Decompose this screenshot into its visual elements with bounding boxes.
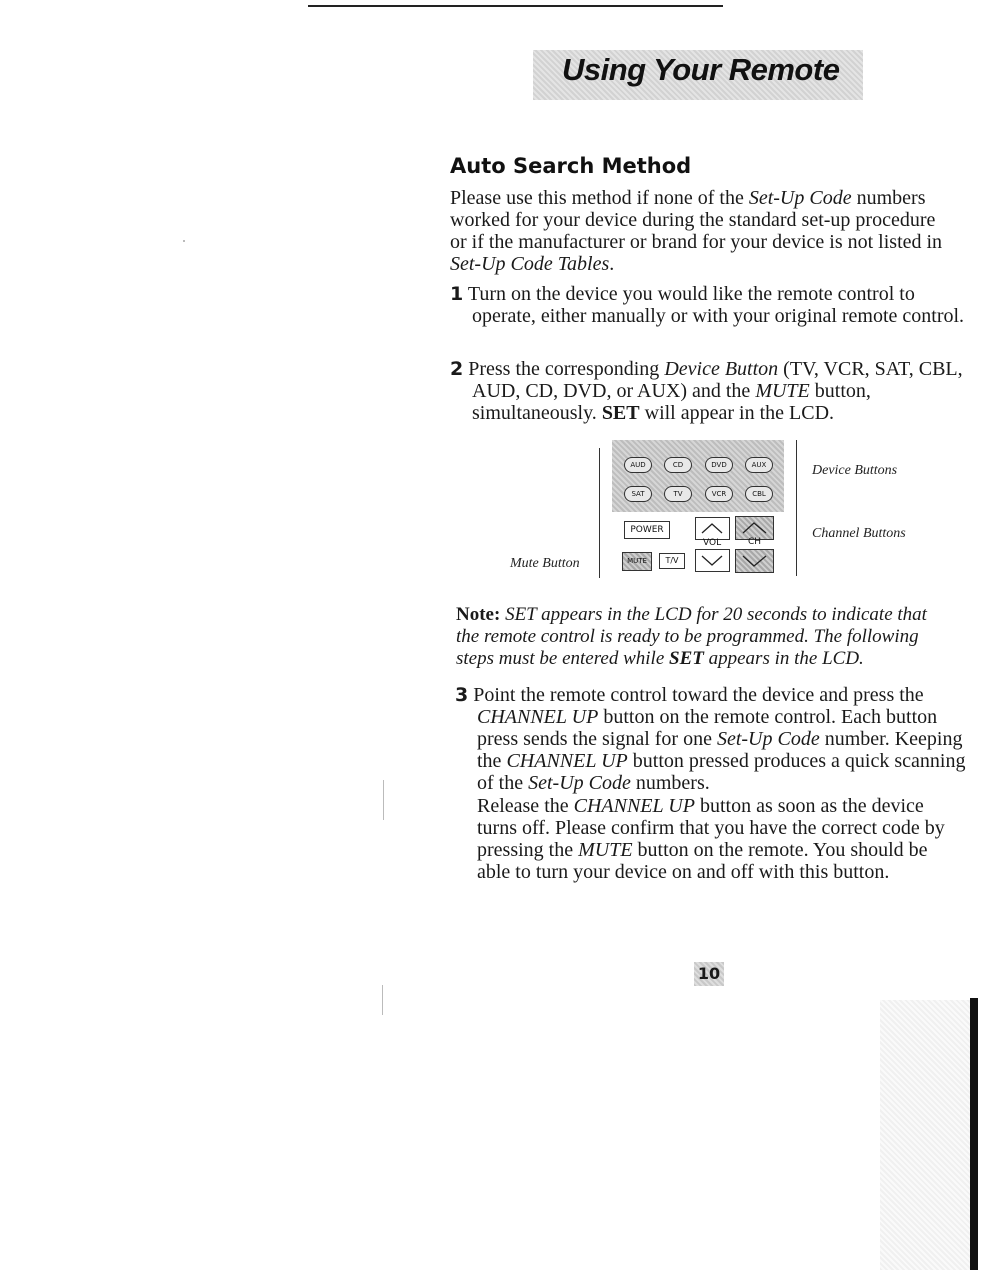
section-title: Auto Search Method xyxy=(450,154,692,178)
chevron-up-icon xyxy=(696,518,729,539)
device-button-sat: SAT xyxy=(624,486,652,502)
caption-device-buttons: Device Buttons xyxy=(812,463,898,478)
figure-divider-left xyxy=(599,448,600,578)
scan-edge-strip xyxy=(970,998,978,1270)
step-3: 3 Point the remote control toward the device and press the CHANNEL UP button on the remote control. Each button press sends the signal for one Set-Up Code number. Keeping the CHANNEL UP button pressed produces a quick scanning of the Set-Up Code numbers. xyxy=(455,684,966,794)
chevron-down-icon xyxy=(736,550,773,572)
figure-divider-right xyxy=(796,440,797,576)
scan-mark xyxy=(383,780,384,820)
scan-mark xyxy=(382,985,383,1015)
scan-edge-shading xyxy=(880,1000,972,1270)
step-number: 1 xyxy=(450,283,464,305)
device-button-vcr: VCR xyxy=(705,486,733,502)
scan-speck xyxy=(183,240,185,242)
power-button: POWER xyxy=(624,521,670,539)
page-header-title: Using Your Remote xyxy=(562,52,840,87)
tv-vcr-button: T/V xyxy=(659,553,685,569)
channel-down-button xyxy=(735,549,774,573)
note-label: Note: xyxy=(456,604,501,625)
device-button-aud: AUD xyxy=(624,457,652,473)
top-rule xyxy=(308,5,723,7)
caption-channel-buttons: Channel Buttons xyxy=(812,526,906,541)
caption-mute-button: Mute Button xyxy=(510,556,580,571)
device-button-tv: TV xyxy=(664,486,692,502)
volume-up-button xyxy=(695,517,730,540)
vol-label: VOL xyxy=(703,538,722,548)
step-number: 3 xyxy=(455,684,469,706)
page-number: 10 xyxy=(694,962,724,986)
step-2: 2 Press the corresponding Device Button (TV, VCR, SAT, CBL, AUD, CD, DVD, or AUX) and the MUTE button, simultaneously. SET will appear in the LCD. xyxy=(450,358,963,424)
intro-paragraph: Please use this method if none of the Set-Up Code numbers worked for your device during the standard set-up procedure or if the manufacturer or brand for your device is not listed in Set-Up Code Tables. xyxy=(450,187,943,275)
device-button-cd: CD xyxy=(664,457,692,473)
step-3-continuation: Release the CHANNEL UP button as soon as the device turns off. Please confirm that you have the correct code by pressing the MUTE button on the remote. You should be able to turn your device on and off with this button. xyxy=(477,795,945,883)
ch-label: CH xyxy=(748,537,762,547)
device-button-dvd: DVD xyxy=(705,457,733,473)
note-paragraph: Note: SET appears in the LCD for 20 seconds to indicate that the remote control is ready to be programmed. The following steps must be entered while SET appears in the LCD. xyxy=(456,604,927,669)
chevron-down-icon xyxy=(696,550,729,571)
mute-button: MUTE xyxy=(622,552,652,571)
volume-down-button xyxy=(695,549,730,572)
device-button-aux: AUX xyxy=(745,457,773,473)
step-1: 1 Turn on the device you would like the remote control to operate, either manually or with your original remote control. xyxy=(450,283,965,327)
device-button-cbl: CBL xyxy=(745,486,773,502)
chevron-up-icon xyxy=(736,517,773,539)
step-number: 2 xyxy=(450,358,464,380)
